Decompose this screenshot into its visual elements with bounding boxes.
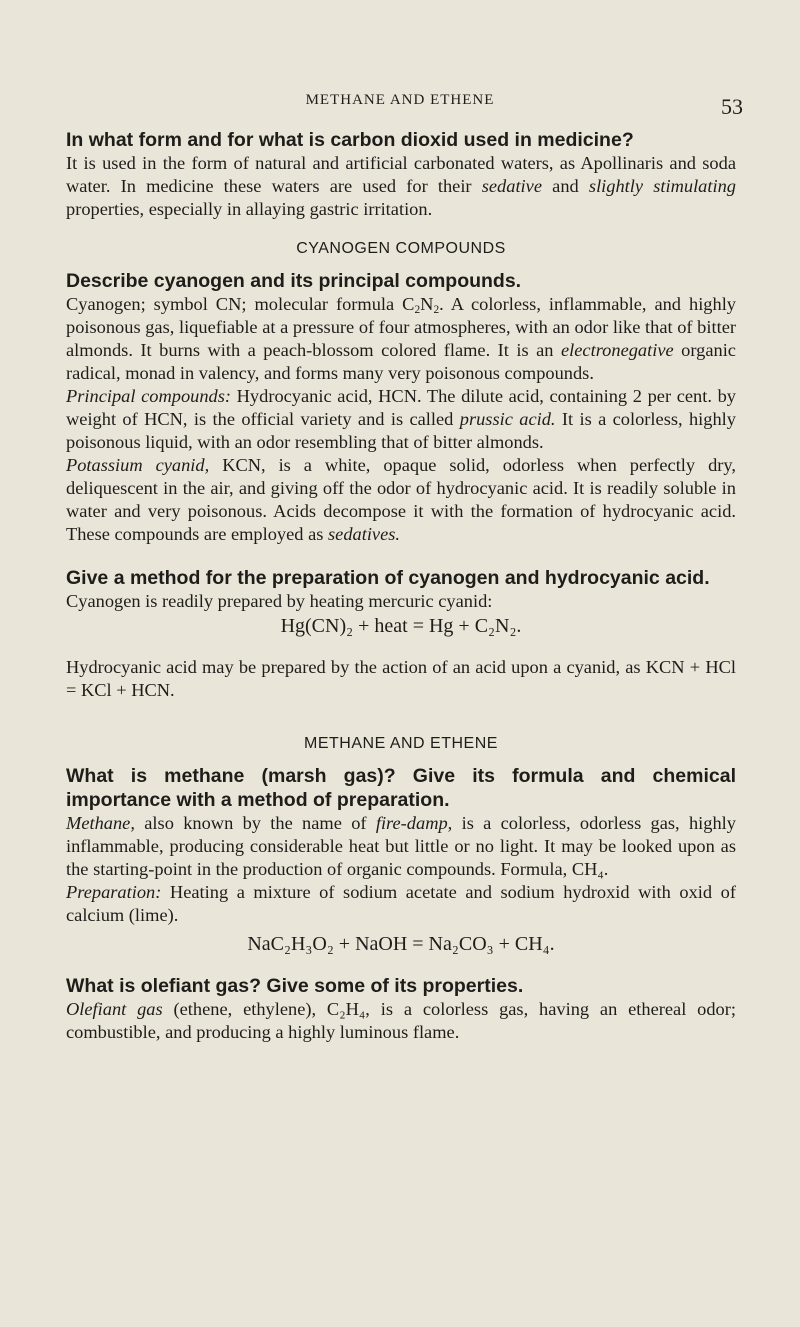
answer-methane: Methane, also known by the name of fire-damp, is a colorless, odorless gas, highly inflammable, producing considerable heat but little or no light. It may be looked upon as the starting-point in the production of organic compounds. Formula, CH₄. bbox=[66, 813, 736, 879]
page-content bbox=[66, 128, 736, 1044]
question-olefiant-gas: What is olefiant gas? Give some of its properties. bbox=[66, 975, 524, 997]
question-cyanogen: Describe cyanogen and its principal compounds. bbox=[66, 270, 522, 292]
equation-sodium-acetate: NaC₂H₃O₂ + NaOH = Na₂CO₃ + CH₄. bbox=[247, 933, 555, 955]
answer-methane-preparation: Preparation: Heating a mixture of sodium acetate and sodium hydroxid with oxid of calcium (lime). bbox=[66, 882, 736, 925]
answer-potassium-cyanid: Potassium cyanid, KCN, is a white, opaque solid, odorless when perfectly dry, deliquescent in the air, and giving off the odor of hydrocyanic acid. It is readily soluble in water and very poisonous. Acids decompose it with the formation of hydrocyanic acid. These compounds are employed as sedatives. bbox=[66, 455, 736, 544]
question-preparation-cyanogen: Give a method for the preparation of cyanogen and hydrocyanic acid. bbox=[66, 567, 710, 589]
section-heading-cyanogen: CYANOGEN COMPOUNDS bbox=[296, 240, 506, 257]
page-number: 53 bbox=[721, 94, 743, 119]
answer-preparation-cyanogen: Cyanogen is readily prepared by heating mercuric cyanid: bbox=[66, 591, 493, 611]
question-carbon-dioxid: In what form and for what is carbon dioxid used in medicine? bbox=[66, 129, 634, 151]
answer-principal-compounds: Principal compounds: Hydrocyanic acid, HCN. The dilute acid, containing 2 per cent. by weight of HCN, is the official variety and is called prussic acid. It is a colorless, highly poisonous liquid, with an odor resembling that of bitter almonds. bbox=[66, 386, 736, 452]
equation-mercuric-cyanid: Hg(CN)₂ + heat = Hg + C₂N₂. bbox=[280, 615, 522, 637]
answer-hydrocyanic-preparation: Hydrocyanic acid may be prepared by the action of an acid upon a cyanid, as KCN + HCl = KCl + HCN. bbox=[66, 657, 736, 700]
answer-cyanogen-definition: Cyanogen; symbol CN; molecular formula $C_2N_2$. A colorless, inflammable, and highly poisonous gas, liquefiable at a pressure of four atmospheres, with an odor like that of bitter almonds. It burns with a peach-blossom colored flame. It is an electronegative organic radical, monad in valency, and forms many very poisonous compounds. bbox=[66, 294, 736, 383]
running-head: METHANE AND ETHENE bbox=[305, 92, 495, 108]
answer-carbon-dioxid: It is used in the form of natural and artificial carbonated waters, as Apollinaris and soda water. In medicine these waters are used for their sedative and slightly stimulating properties, especially in allaying gastric irritation. bbox=[66, 153, 736, 219]
question-methane: What is methane (marsh gas)? Give its formula and chemical importance with a method of preparation. bbox=[66, 765, 736, 811]
section-heading-methane: METHANE AND ETHENE bbox=[304, 735, 498, 752]
answer-olefiant-gas: Olefiant gas (ethene, ethylene), C₂H₄, is a colorless gas, having an ethereal odor; combustible, and producing a highly luminous flame. bbox=[66, 999, 736, 1042]
